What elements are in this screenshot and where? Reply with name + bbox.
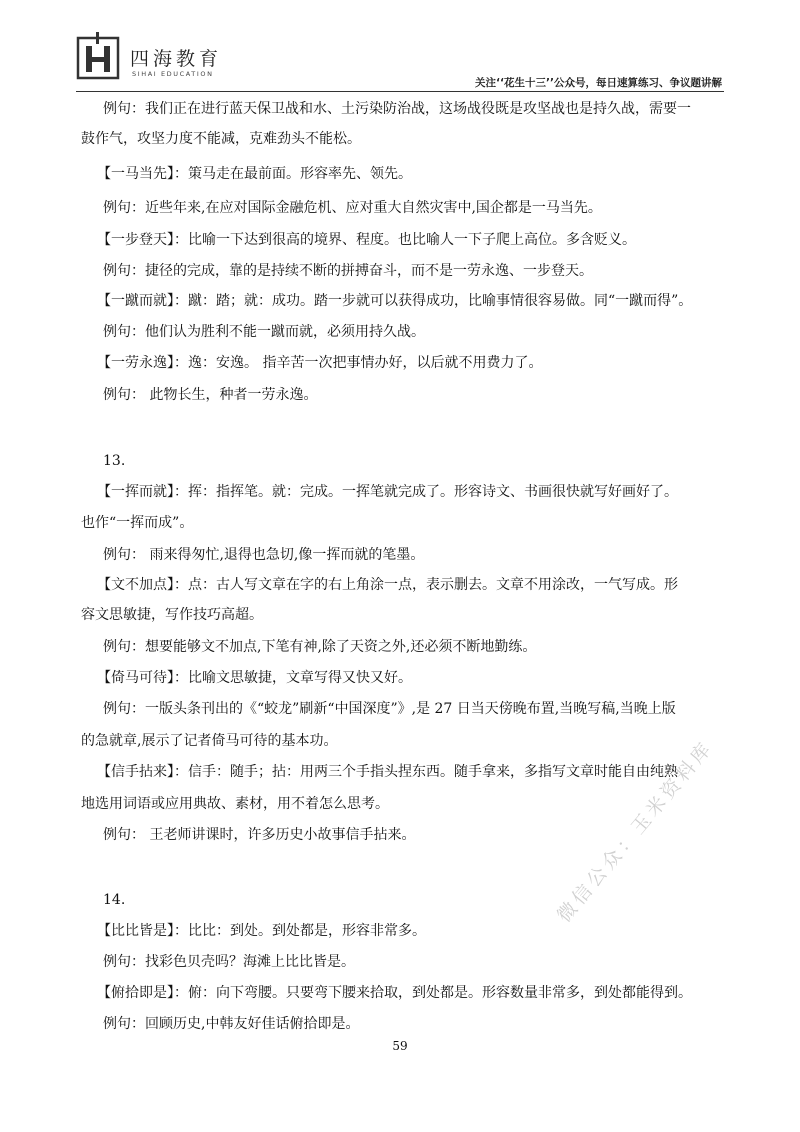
idiom-entry: 【一步登天】：比喻一下达到很高的境界、程度。也比喻人一下子爬上高位。多含贬义。 [97,232,636,248]
example-sentence: 例句： 王老师讲课时，许多历史小故事信手拈来。 [103,827,416,843]
example-sentence: 例句：回顾历史,中韩友好佳话俯拾即是。 [103,1016,360,1032]
sihai-logo-icon [76,30,128,82]
text-line: 容文思敏捷，写作技巧高超。 [81,607,263,623]
idiom-entry: 【一马当先】：策马走在最前面。形容率先、领先。 [97,166,412,182]
example-sentence: 例句： 雨来得匆忙,退得也急切,像一挥而就的笔墨。 [103,547,425,563]
text-line: 例句：我们正在进行蓝天保卫战和水、土污染防治战，这场战役既是攻坚战也是持久战，需要一 [103,101,691,117]
example-sentence: 例句：近些年来,在应对国际金融危机、应对重大自然灾害中,国企都是一马当先。 [103,200,602,216]
text-line: 的急就章,展示了记者倚马可待的基本功。 [81,733,338,749]
brand-name: 四海教育 [130,48,223,70]
brand-subtitle: SIHAI EDUCATION [132,70,214,78]
idiom-entry: 【一挥而就】：挥：指挥笔。就：完成。一挥笔就完成了。形容诗文、书画很快就写好画好了。 [97,484,678,500]
example-sentence: 例句：一版头条刊出的《“蛟龙”刷新“中国深度”》,是 27 日当天傍晚布置,当晚写稿,当晚上版 [103,701,676,717]
idiom-entry: 【信手拈来】：信手：随手；拈：用两三个手指头捏东西。随手拿来，多指写文章时能自由纯熟 [97,764,678,780]
page-header [0,0,800,92]
text-line: 鼓作气，攻坚力度不能减，克难劲头不能松。 [81,131,361,147]
text-line: 地选用词语或应用典故、素材，用不着怎么思考。 [81,796,389,812]
section-number: 14. [103,892,126,908]
idiom-entry: 【俯拾即是】：俯：向下弯腰。只要弯下腰来拾取，到处都是。形容数量非常多，到处都能得到。 [97,985,692,1001]
example-sentence: 例句：找彩色贝壳吗？海滩上比比皆是。 [103,954,355,970]
header-note: 关注‘‘花生十三’’公众号，每日速算练习、争议题讲解 [475,77,722,89]
idiom-entry: 【倚马可待】：比喻文思敏捷，文章写得又快又好。 [97,670,412,686]
example-sentence: 例句：想要能够文不加点,下笔有神,除了天资之外,还必须不断地勤练。 [103,639,537,655]
page-number: 59 [392,1039,408,1053]
idiom-entry: 【一劳永逸】：逸：安逸。 指辛苦一次把事情办好，以后就不用费力了。 [97,355,543,371]
example-sentence: 例句： 此物长生，种者一劳永逸。 [103,387,318,403]
section-number: 13. [103,453,126,469]
idiom-entry: 【文不加点】：点：古人写文章在字的右上角涂一点，表示删去。文章不用涂改，一气写成。形 [97,577,678,593]
example-sentence: 例句：他们认为胜利不能一蹴而就，必须用持久战。 [103,324,425,340]
watermark: 微信公众：玉米资料库 [553,736,718,927]
text-line: 也作“一挥而成”。 [81,515,194,531]
idiom-entry: 【一蹴而就】：蹴：踏；就：成功。踏一步就可以获得成功，比喻事情很容易做。同“一蹴而得”。 [97,293,693,309]
idiom-entry: 【比比皆是】：比比：到处。到处都是，形容非常多。 [97,923,426,939]
header-divider [76,91,724,92]
example-sentence: 例句：捷径的完成，靠的是持续不断的拼搏奋斗，而不是一劳永逸、一步登天。 [103,263,593,279]
